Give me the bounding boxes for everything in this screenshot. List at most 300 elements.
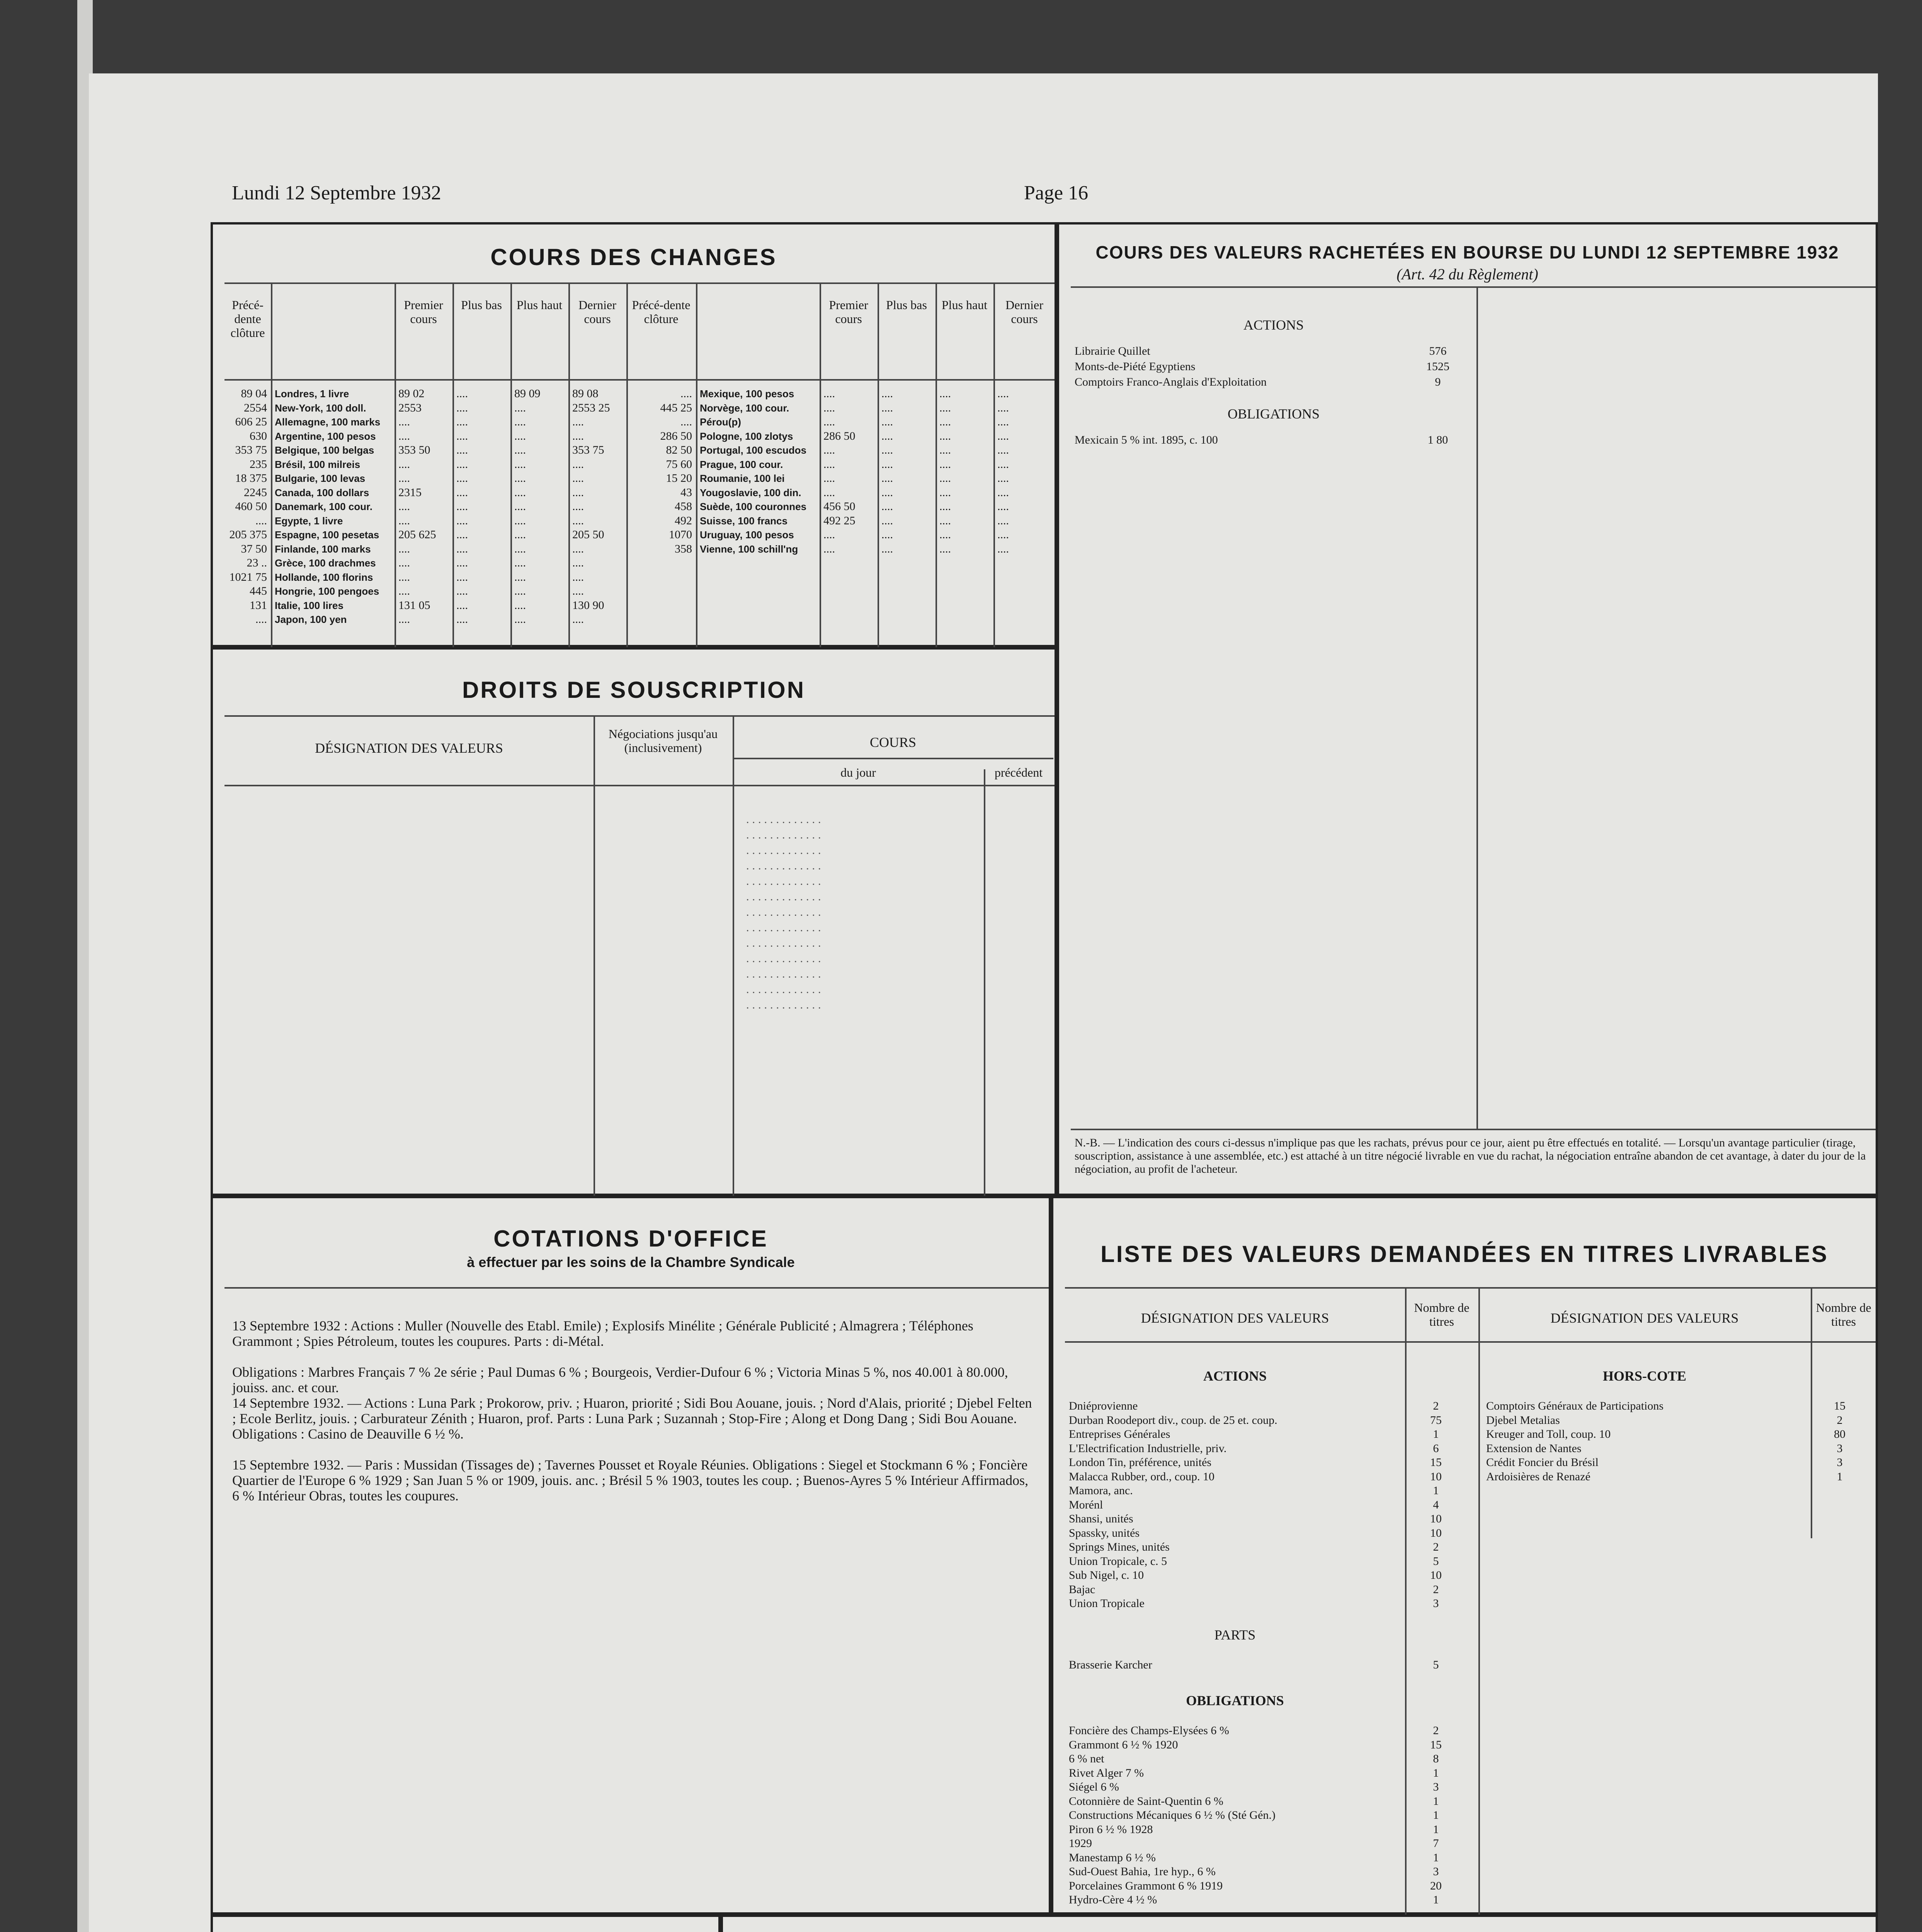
changes-prev-close: 606 25 xyxy=(235,415,267,428)
changes-prev-close: 131 xyxy=(250,599,267,612)
changes-currency: Argentine, 100 pesos xyxy=(275,430,376,442)
changes-last: .... xyxy=(572,500,584,513)
changes-rule xyxy=(225,282,1055,284)
changes-currency: Hongrie, 100 pengoes xyxy=(275,585,379,597)
changes-first: .... xyxy=(823,457,835,471)
livrables-action-n: 2 xyxy=(1433,1583,1439,1596)
livrables-part-n: 5 xyxy=(1433,1658,1439,1671)
changes-first: 492 25 xyxy=(823,514,856,527)
changes-low: .... xyxy=(456,570,468,583)
changes-first: .... xyxy=(398,415,410,428)
changes-prev-close: .... xyxy=(680,415,692,428)
changes-prev-close: 458 xyxy=(675,500,692,513)
livrables-obligation-n: 1 xyxy=(1433,1893,1439,1906)
page-date: Lundi 12 Septembre 1932 xyxy=(232,182,441,204)
livrables-box xyxy=(1051,1196,1878,1915)
livrables-action-name: Morénl xyxy=(1069,1498,1103,1511)
changes-first: 89 02 xyxy=(398,387,425,400)
changes-col-sep xyxy=(820,282,821,650)
rachetees-action-name: Monts-de-Piété Egyptiens xyxy=(1075,360,1196,373)
souscription-box xyxy=(211,647,1057,1196)
livrables-col-designation-2: DÉSIGNATION DES VALEURS xyxy=(1550,1310,1739,1326)
changes-last: .... xyxy=(997,457,1009,471)
livrables-action-n: 10 xyxy=(1430,1512,1442,1525)
changes-low: .... xyxy=(881,514,893,527)
souscription-header-rule xyxy=(225,785,1055,786)
changes-low: .... xyxy=(456,415,468,428)
changes-currency: Hollande, 100 florins xyxy=(275,571,373,583)
changes-first: .... xyxy=(398,514,410,527)
changes-prev-close: 1070 xyxy=(669,528,692,541)
changes-prev-close: .... xyxy=(255,613,267,626)
changes-header: Précé-dente clôture xyxy=(632,298,691,326)
changes-currency: Uruguay, 100 pesos xyxy=(700,529,794,541)
rachetees-obligations-label: OBLIGATIONS xyxy=(1228,406,1320,422)
changes-low: .... xyxy=(881,486,893,499)
livrables-obligation-n: 2 xyxy=(1433,1724,1439,1737)
rachetees-actions-label: ACTIONS xyxy=(1243,317,1304,333)
rachetees-rule xyxy=(1071,286,1876,288)
changes-col-sep xyxy=(452,282,454,650)
changes-last: .... xyxy=(997,429,1009,442)
changes-high: .... xyxy=(939,486,951,499)
changes-prev-close: 358 xyxy=(675,542,692,555)
changes-last: .... xyxy=(572,585,584,597)
changes-col-sep xyxy=(510,282,512,650)
livrables-horscote-name: Comptoirs Généraux de Participations xyxy=(1486,1400,1664,1412)
changes-prev-close: 75 60 xyxy=(666,457,692,471)
changes-low: .... xyxy=(456,429,468,442)
livrables-action-n: 1 xyxy=(1433,1428,1439,1440)
changes-currency: Pérou(p) xyxy=(700,416,741,428)
changes-header: Plus haut xyxy=(941,298,988,312)
livrables-obligation-name: Grammont 6 ½ % 1920 xyxy=(1069,1738,1178,1751)
changes-last: .... xyxy=(997,500,1009,513)
livrables-part-name: Brasserie Karcher xyxy=(1069,1658,1152,1671)
livrables-action-name: London Tin, préférence, unités xyxy=(1069,1456,1212,1469)
changes-low: .... xyxy=(456,401,468,414)
changes-prev-close: 15 20 xyxy=(666,472,692,485)
souscription-col-cours: COURS xyxy=(869,735,917,750)
rachetees-obligation-value: 1 80 xyxy=(1427,434,1448,446)
changes-first: .... xyxy=(823,401,835,414)
livrables-action-n: 2 xyxy=(1433,1541,1439,1553)
livrables-action-n: 10 xyxy=(1430,1526,1442,1539)
livrables-action-name: Union Tropicale xyxy=(1069,1597,1145,1610)
changes-currency: Japon, 100 yen xyxy=(275,614,347,625)
changes-last: .... xyxy=(572,556,584,569)
changes-currency: Canada, 100 dollars xyxy=(275,486,369,498)
changes-col-sep xyxy=(271,282,272,650)
changes-first: .... xyxy=(398,585,410,597)
changes-prev-close: 460 50 xyxy=(235,500,267,513)
changes-currency: Mexique, 100 pesos xyxy=(700,388,794,400)
livrables-action-n: 1 xyxy=(1433,1484,1439,1497)
livrables-action-name: Springs Mines, unités xyxy=(1069,1541,1170,1553)
livrables-obligation-n: 1 xyxy=(1433,1809,1439,1821)
livrables-action-name: Shansi, unités xyxy=(1069,1512,1133,1525)
changes-col-sep xyxy=(993,282,995,650)
changes-low: .... xyxy=(881,528,893,541)
changes-last: .... xyxy=(997,514,1009,527)
livrables-rule xyxy=(1065,1287,1876,1289)
livrables-actions-label: ACTIONS xyxy=(1203,1368,1267,1384)
livrables-horscote-name: Ardoisières de Renazé xyxy=(1486,1470,1590,1483)
changes-last: .... xyxy=(572,486,584,499)
changes-col-sep xyxy=(626,282,628,650)
changes-prev-close: 630 xyxy=(250,429,267,442)
changes-currency: Egypte, 1 livre xyxy=(275,515,343,527)
rachetees-col-sep xyxy=(1476,286,1478,1129)
changes-currency: Espagne, 100 pesetas xyxy=(275,529,379,541)
changes-currency: Italie, 100 lires xyxy=(275,599,344,611)
changes-low: .... xyxy=(881,415,893,428)
changes-first: .... xyxy=(398,613,410,626)
changes-high: .... xyxy=(939,444,951,456)
changes-low: .... xyxy=(456,542,468,555)
changes-high: .... xyxy=(939,387,951,400)
livrables-action-name: Sub Nigel, c. 10 xyxy=(1069,1569,1144,1582)
changes-first: .... xyxy=(823,415,835,428)
livrables-obligation-name: Porcelaines Grammont 6 % 1919 xyxy=(1069,1879,1223,1892)
livrables-horscote-n: 15 xyxy=(1834,1400,1845,1412)
changes-low: .... xyxy=(881,401,893,414)
rachetees-obligation-name: Mexicain 5 % int. 1895, c. 100 xyxy=(1075,434,1218,446)
changes-first: 131 05 xyxy=(398,599,430,612)
livrables-action-n: 10 xyxy=(1430,1470,1442,1483)
livrables-title: LISTE DES VALEURS DEMANDÉES EN TITRES LIVRABLES xyxy=(1100,1241,1828,1267)
livrables-action-n: 10 xyxy=(1430,1569,1442,1582)
souscription-col-negociations: Négociations jusqu'au (inclusivement) xyxy=(608,727,718,755)
changes-low: .... xyxy=(456,500,468,513)
changes-first: .... xyxy=(823,444,835,456)
changes-first: .... xyxy=(823,486,835,499)
changes-header: Plus bas xyxy=(461,298,502,312)
changes-low: .... xyxy=(456,514,468,527)
changes-prev-close: 235 xyxy=(250,457,267,471)
changes-low: .... xyxy=(881,429,893,442)
changes-last: .... xyxy=(572,570,584,583)
rachetees-note-rule xyxy=(1071,1129,1876,1130)
souscription-blank-dots: ............. ............. ............. ............. ............. ............. ............. ............. ............. ............. ............. ............. ............. xyxy=(746,813,824,1011)
changes-first: .... xyxy=(398,500,410,513)
livrables-action-name: L'Electrification Industrielle, priv. xyxy=(1069,1442,1227,1455)
changes-col-sep xyxy=(395,282,396,650)
changes-currency: New-York, 100 doll. xyxy=(275,402,366,414)
rachetees-box xyxy=(1057,222,1878,1196)
changes-first: .... xyxy=(823,528,835,541)
livrables-action-name: Dniéprovienne xyxy=(1069,1400,1138,1412)
changes-first: 286 50 xyxy=(823,429,856,442)
livrables-horscote-n: 2 xyxy=(1837,1413,1843,1427)
changes-high: .... xyxy=(514,599,526,612)
rappels-box xyxy=(211,1915,721,1932)
livrables-horscote-name: Crédit Foncier du Brésil xyxy=(1486,1456,1599,1469)
changes-currency: Grèce, 100 drachmes xyxy=(275,557,376,569)
changes-last: .... xyxy=(572,613,584,626)
changes-prev-close: 1021 75 xyxy=(229,570,267,583)
changes-header: Dernier cours xyxy=(578,298,616,326)
changes-currency: Bulgarie, 100 levas xyxy=(275,473,366,484)
souscription-col-jour: du jour xyxy=(840,765,876,779)
livrables-action-n: 75 xyxy=(1430,1413,1442,1427)
livrables-obligation-name: Constructions Mécaniques 6 ½ % (Sté Gén.) xyxy=(1069,1809,1276,1821)
changes-last: .... xyxy=(997,486,1009,499)
changes-low: .... xyxy=(881,444,893,456)
changes-last: .... xyxy=(997,528,1009,541)
changes-high: .... xyxy=(514,585,526,597)
livrables-action-n: 3 xyxy=(1433,1597,1439,1610)
rachetees-action-value: 9 xyxy=(1435,376,1441,388)
changes-first: .... xyxy=(398,556,410,569)
livrables-obligation-n: 1 xyxy=(1433,1794,1439,1808)
cotations-title: COTATIONS D'OFFICE xyxy=(493,1226,768,1252)
livrables-obligation-n: 8 xyxy=(1433,1752,1439,1765)
changes-last: .... xyxy=(572,429,584,442)
livrables-action-name: Spassky, unités xyxy=(1069,1526,1140,1539)
livrables-col-nombre: Nombre de titres xyxy=(1414,1301,1470,1328)
changes-high: .... xyxy=(939,472,951,485)
changes-prev-close: 2554 xyxy=(244,401,267,414)
changes-high: .... xyxy=(514,570,526,583)
changes-first: .... xyxy=(398,542,410,555)
changes-high: 89 09 xyxy=(514,387,541,400)
souscription-col-sep xyxy=(594,715,595,1198)
livrables-action-n: 2 xyxy=(1433,1400,1439,1412)
changes-col-sep xyxy=(696,282,697,650)
livrables-obligation-name: Siégel 6 % xyxy=(1069,1781,1119,1793)
livrables-action-n: 15 xyxy=(1430,1456,1442,1469)
changes-last: .... xyxy=(572,542,584,555)
changes-prev-close: 82 50 xyxy=(666,444,692,456)
livrables-obligation-name: Piron 6 ½ % 1928 xyxy=(1069,1823,1153,1836)
livrables-horscote-name: Extension de Nantes xyxy=(1486,1442,1582,1455)
changes-high: .... xyxy=(939,500,951,513)
changes-prev-close: 205 375 xyxy=(229,528,267,541)
changes-currency: Suisse, 100 francs xyxy=(700,515,788,527)
changes-last: .... xyxy=(997,387,1009,400)
cotations-paragraph: Obligations : Marbres Français 7 % 2e série ; Paul Dumas 6 % ; Bourgeois, Verdier-Dufour 6 % ; Victoria Minas 5 %, nos 40.001 à 80.000, jouiss. anc. et cour. xyxy=(232,1364,1008,1395)
changes-high: .... xyxy=(514,457,526,471)
changes-low: .... xyxy=(881,472,893,485)
livrables-obligations-label: OBLIGATIONS xyxy=(1186,1693,1284,1708)
changes-low: .... xyxy=(456,599,468,612)
changes-high: .... xyxy=(939,429,951,442)
livrables-obligation-name: Sud-Ouest Bahia, 1re hyp., 6 % xyxy=(1069,1865,1216,1878)
cotations-rule xyxy=(225,1287,1049,1289)
livrables-action-name: Union Tropicale, c. 5 xyxy=(1069,1554,1167,1568)
changes-currency: Allemagne, 100 marks xyxy=(275,416,381,428)
changes-high: .... xyxy=(514,472,526,485)
changes-high: .... xyxy=(514,514,526,527)
changes-low: .... xyxy=(456,613,468,626)
changes-high: .... xyxy=(514,500,526,513)
changes-high: .... xyxy=(939,415,951,428)
changes-currency: Vienne, 100 schill'ng xyxy=(700,543,798,555)
changes-header: Premier cours xyxy=(404,298,443,326)
rachetees-note: N.-B. — L'indication des cours ci-dessus n'implique pas que les rachats, prévus pour ce jour, aient pu être effectués en totalité. — Lorsqu'un avantage particulier (tirage, souscription, assistance à une assemblée, etc.) est attaché à un titre négocié livrable en vue du rachat, la négociation entraîne abandon de cet avantage, à dater du jour de la négociation, au profit de l'acheteur. xyxy=(1075,1136,1866,1175)
changes-title: COURS DES CHANGES xyxy=(490,244,777,270)
changes-prev-close: .... xyxy=(255,514,267,527)
changes-last: .... xyxy=(997,415,1009,428)
livrables-horscote-n: 3 xyxy=(1837,1456,1843,1469)
changes-prev-close: .... xyxy=(680,387,692,400)
changes-high: .... xyxy=(514,486,526,499)
changes-last: 130 90 xyxy=(572,599,604,612)
changes-high: .... xyxy=(514,444,526,456)
livrables-obligation-name: Rivet Alger 7 % xyxy=(1069,1766,1144,1779)
changes-box xyxy=(211,222,1057,647)
changes-first: 353 50 xyxy=(398,444,430,456)
livrables-obligation-n: 1 xyxy=(1433,1766,1439,1779)
changes-last: .... xyxy=(997,401,1009,414)
cotations-box xyxy=(211,1196,1051,1915)
changes-low: .... xyxy=(456,444,468,456)
souscription-col-precedent: précédent xyxy=(994,765,1043,779)
changes-last: .... xyxy=(997,472,1009,485)
changes-low: .... xyxy=(881,387,893,400)
changes-prev-close: 445 xyxy=(250,585,267,597)
cotations-paragraph: 15 Septembre 1932. — Paris : Mussidan (Tissages de) ; Tavernes Pousset et Royale Réunies. Obligations : Siegel et Stockmann 6 % ; Foncière Quartier de l'Europe 6 % 1929 ; San Juan 5 % or 1909, jouis. anc. ; Brésil 5 % 1903, toutes les coup. ; Buenos-Ayres 5 % Intérieur Affirmados, 6 % Intérieur Obras, toutes les coupures. xyxy=(232,1457,1029,1503)
page-number: Page 16 xyxy=(1024,182,1089,204)
changes-prev-close: 2245 xyxy=(244,486,267,499)
livrables-obligation-name: Foncière des Champs-Elysées 6 % xyxy=(1069,1724,1229,1737)
livrables-horscote-label: HORS-COTE xyxy=(1602,1368,1687,1384)
cotations-paragraph: 14 Septembre 1932. — Actions : Luna Park ; Prokorow, priv. ; Huaron, priorité ; Sidi Bou Aouane, jouis. ; Nord d'Alais, priorité ; Djebel Felten ; Ecole Berlitz, jouis. ; Carburateur Zénith ; Huaron, prof. Parts : Luna Park ; Suzannah ; Stop-Fire ; Along et Dong Dang ; Sidi Bou Aouane. Obligations : Casino de Deauville 6 ½ %. xyxy=(232,1395,1032,1442)
changes-currency: Yougoslavie, 100 din. xyxy=(700,486,801,498)
changes-prev-close: 23 .. xyxy=(247,556,267,569)
souscription-col-designation: DÉSIGNATION DES VALEURS xyxy=(315,740,503,756)
changes-prev-close: 37 50 xyxy=(241,542,267,555)
livrables-col-designation: DÉSIGNATION DES VALEURS xyxy=(1141,1310,1329,1326)
changes-currency: Pologne, 100 zlotys xyxy=(700,430,793,442)
souscription-col-sep xyxy=(984,769,985,1198)
souscription-rule xyxy=(225,715,1055,717)
livrables-action-n: 4 xyxy=(1433,1498,1439,1511)
livrables-horscote-n: 1 xyxy=(1837,1470,1843,1483)
livrables-obligation-n: 1 xyxy=(1433,1851,1439,1864)
rachetees-action-name: Librairie Quillet xyxy=(1075,345,1150,357)
livrables-action-name: Bajac xyxy=(1069,1583,1095,1596)
changes-low: .... xyxy=(456,387,468,400)
changes-low: .... xyxy=(456,556,468,569)
changes-low: .... xyxy=(456,486,468,499)
changes-header-rule xyxy=(225,379,1055,381)
changes-currency: Suède, 100 couronnes xyxy=(700,501,806,512)
changes-currency: Londres, 1 livre xyxy=(275,388,349,400)
changes-currency: Brésil, 100 milreis xyxy=(275,458,361,470)
changes-high: .... xyxy=(939,528,951,541)
changes-last: .... xyxy=(572,514,584,527)
changes-currency: Belgique, 100 belgas xyxy=(275,444,374,456)
changes-header: Plus haut xyxy=(516,298,563,312)
souscription-title: DROITS DE SOUSCRIPTION xyxy=(462,677,806,703)
changes-high: .... xyxy=(514,401,526,414)
livrables-action-name: Malacca Rubber, ord., coup. 10 xyxy=(1069,1470,1215,1483)
changes-low: .... xyxy=(456,472,468,485)
changes-header: Premier cours xyxy=(829,298,868,326)
changes-high: .... xyxy=(939,457,951,471)
changes-last: .... xyxy=(572,415,584,428)
livrables-obligation-name: Manestamp 6 ½ % xyxy=(1069,1851,1156,1864)
changes-first: .... xyxy=(398,429,410,442)
changes-high: .... xyxy=(514,415,526,428)
livrables-obligation-n: 7 xyxy=(1433,1837,1439,1850)
livrables-header-rule xyxy=(1065,1341,1876,1343)
changes-first: 456 50 xyxy=(823,500,856,513)
changes-last: 89 08 xyxy=(572,387,599,400)
changes-currency: Roumanie, 100 lei xyxy=(700,473,785,484)
livrables-horscote-n: 3 xyxy=(1837,1442,1843,1455)
changes-low: .... xyxy=(456,457,468,471)
cotations-subtitle: à effectuer par les soins de la Chambre Syndicale xyxy=(467,1254,795,1270)
changes-last: 2553 25 xyxy=(572,401,610,414)
changes-col-sep xyxy=(568,282,570,650)
souscription-col-sep xyxy=(733,715,734,1198)
changes-header: Plus bas xyxy=(886,298,927,312)
changes-first: .... xyxy=(398,457,410,471)
changes-first: .... xyxy=(823,542,835,555)
changes-last: 353 75 xyxy=(572,444,604,456)
rachetees-title: COURS DES VALEURS RACHETÉES EN BOURSE DU LUNDI 12 SEPTEMBRE 1932 xyxy=(1095,242,1839,262)
rachetees-subtitle: (Art. 42 du Règlement) xyxy=(1396,265,1538,283)
changes-low: .... xyxy=(881,542,893,555)
changes-prev-close: 18 375 xyxy=(235,472,267,485)
livrables-obligation-n: 15 xyxy=(1430,1738,1442,1751)
livrables-col-nombre-2: Nombre de titres xyxy=(1816,1301,1871,1328)
changes-low: .... xyxy=(456,528,468,541)
offertes-box xyxy=(721,1915,1878,1932)
changes-low: .... xyxy=(881,500,893,513)
changes-high: .... xyxy=(514,556,526,569)
changes-last: 205 50 xyxy=(572,528,604,541)
changes-first: 2553 xyxy=(398,401,422,414)
changes-low: .... xyxy=(456,585,468,597)
livrables-obligation-n: 20 xyxy=(1430,1879,1442,1892)
livrables-obligation-name: 6 % net xyxy=(1069,1752,1104,1765)
changes-col-sep xyxy=(878,282,879,650)
livrables-obligation-n: 3 xyxy=(1433,1865,1439,1878)
changes-first: .... xyxy=(398,472,410,485)
rachetees-action-value: 1525 xyxy=(1426,360,1449,373)
livrables-obligation-name: 1929 xyxy=(1069,1837,1092,1850)
changes-high: .... xyxy=(514,528,526,541)
livrables-obligation-name: Hydro-Cère 4 ½ % xyxy=(1069,1893,1157,1906)
changes-high: .... xyxy=(514,429,526,442)
changes-prev-close: 445 25 xyxy=(660,401,692,414)
livrables-horscote-name: Kreuger and Toll, coup. 10 xyxy=(1486,1428,1611,1440)
livrables-action-n: 6 xyxy=(1433,1442,1439,1455)
changes-high: .... xyxy=(939,514,951,527)
livrables-horscote-n: 80 xyxy=(1834,1428,1845,1440)
changes-prev-close: 286 50 xyxy=(660,429,692,442)
changes-prev-close: 353 75 xyxy=(235,444,267,456)
changes-low: .... xyxy=(881,457,893,471)
changes-first: 205 625 xyxy=(398,528,436,541)
changes-last: .... xyxy=(572,457,584,471)
livrables-action-name: Durban Roodeport div., coup. de 25 et. coup. xyxy=(1069,1413,1277,1427)
livrables-action-n: 5 xyxy=(1433,1554,1439,1568)
changes-first: .... xyxy=(823,472,835,485)
livrables-action-name: Entreprises Générales xyxy=(1069,1428,1170,1440)
livrables-obligation-name: Cotonnière de Saint-Quentin 6 % xyxy=(1069,1794,1223,1808)
changes-high: .... xyxy=(939,401,951,414)
changes-prev-close: 492 xyxy=(675,514,692,527)
changes-currency: Finlande, 100 marks xyxy=(275,543,371,555)
changes-prev-close: 43 xyxy=(680,486,692,499)
changes-first: .... xyxy=(823,387,835,400)
changes-first: .... xyxy=(398,570,410,583)
